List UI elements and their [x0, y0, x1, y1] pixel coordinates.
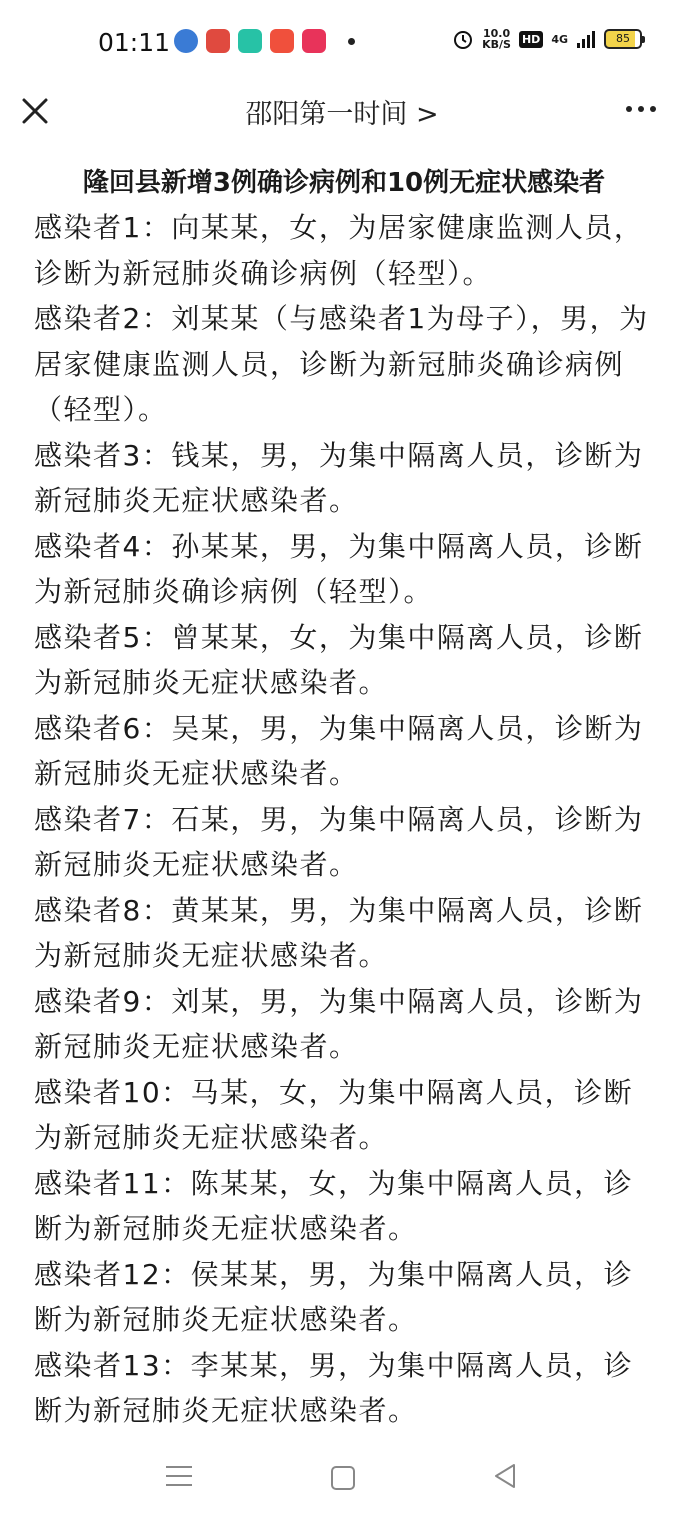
- signal-icon: [576, 29, 596, 49]
- case-paragraph: 感染者6：吴某，男，为集中隔离人员，诊断为新冠肺炎无症状感染者。: [34, 711, 644, 790]
- battery-icon: 85: [604, 29, 642, 49]
- article-title: 隆回县新增3例确诊病例和10例无症状感染者: [82, 168, 606, 198]
- case-paragraph: 感染者11：陈某某，女，为集中隔离人员，诊断为新冠肺炎无症状感染者。: [34, 1166, 634, 1245]
- app-notification-icon: [174, 29, 198, 53]
- case-paragraph: 感染者7：石某，男，为集中隔离人员，诊断为新冠肺炎无症状感染者。: [34, 802, 644, 881]
- app-notification-icon: [238, 29, 262, 53]
- more-notifications-dot-icon: [348, 38, 355, 45]
- status-bar: [0, 0, 684, 86]
- app-notification-icon: [270, 29, 294, 53]
- back-icon[interactable]: [492, 1462, 518, 1490]
- system-nav-bar: [0, 1448, 684, 1508]
- case-paragraph: 感染者2：刘某某（与感染者1为母子），男，为居家健康监测人员，诊断为新冠肺炎确诊病例（轻型）。: [34, 302, 649, 426]
- net-speed-value: 10.0: [482, 27, 511, 40]
- case-paragraph: 感染者9：刘某，男，为集中隔离人员，诊断为新冠肺炎无症状感染者。: [34, 984, 644, 1063]
- network-type: 4G: [551, 32, 568, 46]
- more-icon[interactable]: [626, 106, 656, 112]
- alarm-icon: [452, 28, 474, 50]
- case-paragraph: 感染者10：马某，女，为集中隔离人员，诊断为新冠肺炎无症状感染者。: [34, 1075, 634, 1154]
- article-content: [34, 163, 654, 1434]
- case-paragraph: 感染者5：曾某某，女，为集中隔离人员，诊断为新冠肺炎无症状感染者。: [34, 620, 644, 699]
- case-paragraph: 感染者13：李某某，男，为集中隔离人员，诊断为新冠肺炎无症状感染者。: [34, 1348, 634, 1427]
- home-icon[interactable]: [331, 1466, 355, 1490]
- case-paragraph: 感染者8：黄某某，男，为集中隔离人员，诊断为新冠肺炎无症状感染者。: [34, 893, 644, 972]
- hd-badge: HD: [519, 31, 543, 48]
- notification-icons: [174, 29, 355, 53]
- status-time: 01:11: [98, 28, 171, 57]
- case-paragraph: 感染者12：侯某某，男，为集中隔离人员，诊断为新冠肺炎无症状感染者。: [34, 1257, 634, 1336]
- menu-icon[interactable]: [166, 1466, 192, 1493]
- top-nav-bar: [0, 86, 684, 148]
- case-paragraph: 感染者1：向某某，女，为居家健康监测人员，诊断为新冠肺炎确诊病例（轻型）。: [34, 211, 644, 290]
- net-speed: [482, 28, 511, 50]
- system-icons: [452, 28, 642, 50]
- net-speed-unit: KB/S: [482, 38, 511, 51]
- case-paragraph: 感染者4：孙某某，男，为集中隔离人员，诊断为新冠肺炎确诊病例（轻型）。: [34, 529, 644, 608]
- account-title-link[interactable]: 邵阳第一时间 >: [245, 99, 439, 130]
- app-notification-icon: [302, 29, 326, 53]
- app-notification-icon: [206, 29, 230, 53]
- case-paragraph: 感染者3：钱某，男，为集中隔离人员，诊断为新冠肺炎无症状感染者。: [34, 438, 644, 517]
